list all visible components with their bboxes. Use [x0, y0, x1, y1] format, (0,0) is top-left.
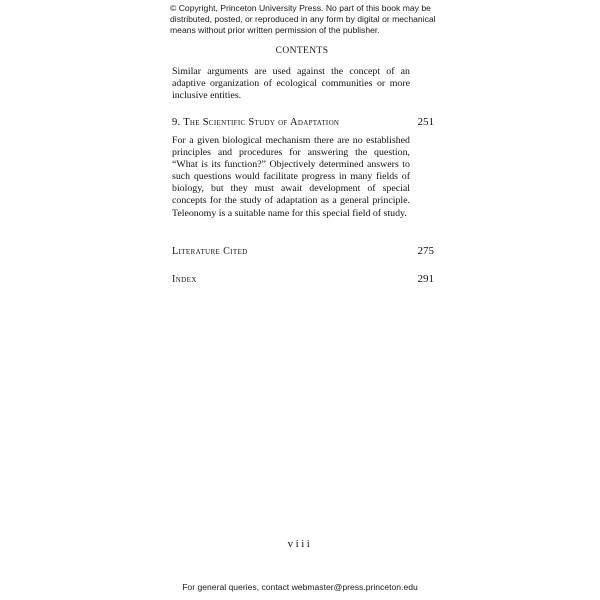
chapter-page-number: 251 [417, 116, 434, 128]
toc-entry-literature-cited [172, 245, 434, 257]
chapter-summary: For a given biological mechanism there are no established principles and procedures for answering the question, “What is its function?” Objectively determined answers to such questions would facilitate progress in many fields of biology, but they must await development of special concepts for the study of adaptation as a general principle. Teleonomy is a suitable name for this special field of study. [172, 135, 410, 219]
toc-entry-label: Index [172, 274, 197, 285]
contents-heading: CONTENTS [275, 46, 329, 56]
chapter-title: 9. The Scientific Study of Adaptation [172, 117, 340, 128]
page-number: viii [287, 538, 313, 550]
intro-paragraph: Similar arguments are used against the concept of an adaptive organization of ecological communities or more inclusive entities. [172, 66, 410, 102]
copyright-notice: © Copyright, Princeton University Press. No part of this book may be distributed, posted, or reproduced in any form by digital or mechanical means without prior written permission of the publisher. [170, 3, 436, 36]
footer-contact: For general queries, contact webmaster@press.princeton.edu [182, 582, 418, 592]
chapter-entry [172, 116, 434, 128]
toc-entry-index [172, 273, 434, 285]
toc-entry-page: 275 [417, 245, 434, 257]
toc-entry-page: 291 [417, 273, 434, 285]
toc-entry-label: Literature Cited [172, 246, 248, 257]
